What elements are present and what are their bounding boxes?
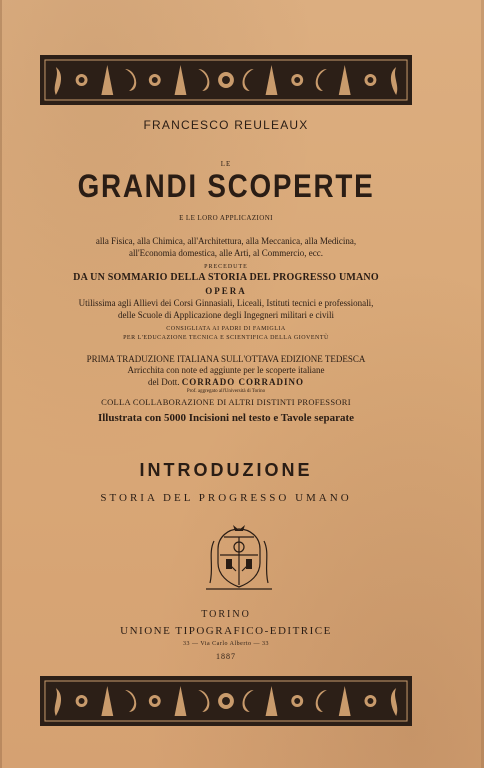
- summary-line: DA UN SOMMARIO DELLA STORIA DEL PROGRESSO UMANO: [73, 272, 379, 283]
- opera-label: OPERA: [205, 286, 247, 296]
- editor-role: Prof. aggregato all'Università di Torino: [186, 389, 266, 394]
- top-ornament-pattern: [42, 57, 410, 103]
- publisher-address: 33 — Via Carlo Alberto — 33: [182, 641, 270, 647]
- preceded-label: PRECEDUTE: [204, 264, 248, 270]
- top-ornamental-border: [40, 55, 412, 105]
- advised-line-2: PER L'EDUCAZIONE TECNICA E SCIENTIFICA DELLA GIOVENTÙ: [123, 335, 329, 341]
- bottom-ornament-pattern: [42, 678, 410, 724]
- applications-line-1: alla Fisica, alla Chimica, all'Architettura, alla Meccanica, alla Medicina,: [95, 236, 357, 246]
- publication-year: 1887: [216, 652, 236, 661]
- translation-note: PRIMA TRADUZIONE ITALIANA SULL'OTTAVA EDIZIONE TEDESCA: [86, 354, 366, 364]
- publisher-emblem-icon: [200, 523, 278, 593]
- audience-line-2: delle Scuole di Applicazione degli Ingegneri militari e civili: [118, 310, 334, 320]
- editor-name: CORRADO CORRADINO: [181, 377, 304, 387]
- collaboration-line: COLLA COLLABORAZIONE DI ALTRI DISTINTI PROFESSORI: [101, 397, 351, 407]
- publisher-name: UNIONE TIPOGRAFICO-EDITRICE: [120, 625, 332, 637]
- advised-line-1: CONSIGLIATA AI PADRI DI FAMIGLIA: [166, 326, 286, 332]
- section-subtitle: STORIA DEL PROGRESSO UMANO: [100, 492, 352, 504]
- applications-line-2: all'Economia domestica, alle Arti, al Commercio, ecc.: [128, 248, 324, 258]
- enriched-note: Arricchita con note ed aggiunte per le scoperte italiane: [127, 365, 325, 375]
- editor-line: [44, 377, 408, 387]
- audience-line-1: Utilissima agli Allievi dei Corsi Ginnasiali, Liceali, Istituti tecnici e professionali,: [78, 298, 374, 308]
- publication-city: TORINO: [201, 609, 251, 620]
- bottom-ornamental-border: [40, 676, 412, 726]
- author-name: FRANCESCO REULEAUX: [143, 118, 309, 132]
- section-title: INTRODUZIONE: [139, 460, 313, 480]
- book-title: GRANDI SCOPERTE: [77, 168, 375, 204]
- editor-prefix: del Dott.: [148, 377, 180, 387]
- title-prefix: LE: [220, 160, 232, 168]
- book-subtitle: E LE LORO APPLICAZIONI: [179, 214, 273, 222]
- illustrations-note: Illustrata con 5000 Incisioni nel testo e Tavole separate: [97, 412, 355, 424]
